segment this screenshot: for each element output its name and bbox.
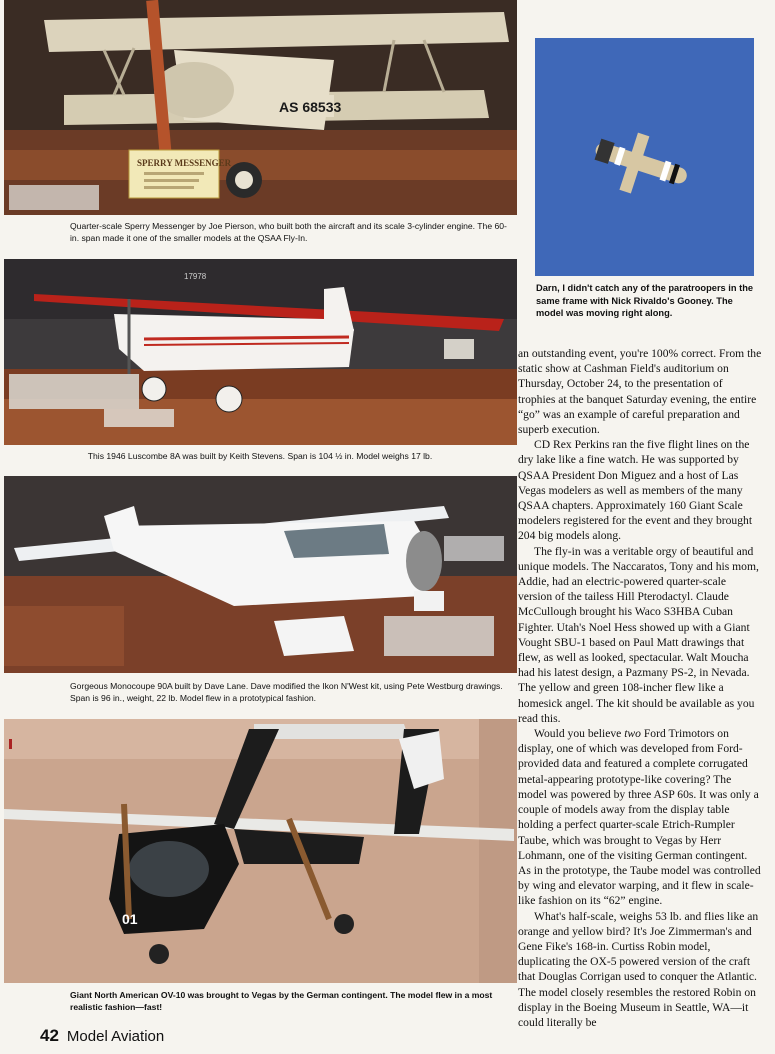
photo-ov10 (4, 719, 517, 983)
luscombe-tail-number-text: 17978 (184, 272, 207, 281)
page-footer (40, 1026, 164, 1046)
luscombe-image (4, 259, 517, 445)
page-number: 42 (40, 1026, 59, 1045)
article-text-span: Ford Trimotors on display, one of which was developed from Ford-provided data and featured a complete corrugated metal-appearing prototype-like covering? The model was powered by three ASP 60s. It was only a couple of models away from the display table holding a perfect quarter-scale Etrich-Rumpler Taube, which was brought to Vegas by Herr Lohmann, one of the visiting German contingent. As in the prototype, the Taube model was controlled by wing and elevator warping, and it flew in scale-like fashion on its “62” engine. (518, 727, 761, 908)
caption-luscombe: This 1946 Luscombe 8A was built by Keith Stevens. Span is 104 ½ in. Model weighs 17 lb. (87, 451, 433, 461)
monocoupe-image (4, 476, 517, 673)
caption-ov10: Giant North American OV-10 was brought to Vegas by the German contingent. The model flew in a most realistic fashion—fast! (70, 990, 493, 1012)
caption-monocoupe: Gorgeous Monocoupe 90A built by Dave Lane. Dave modified the Ikon N'West kit, using Pete Westburg drawings. Span is 96 in., weight, 22 lb. Model flew in a prototypical fashion. (70, 681, 503, 703)
article-paragraph (518, 726, 762, 908)
photo-sperry-messenger (4, 0, 517, 215)
sperry-placard-text: SPERRY MESSENGER (137, 158, 232, 168)
ov10-image (4, 719, 517, 983)
article-paragraph: CD Rex Perkins ran the five flight lines on the dry lake like a fine watch. He was supported by QSAA President Don Miguez and a host of Las Vegas modelers as well as members of the many QSAA chapters. Approximately 160 Giant Scale modelers registered for the event and they brought 204 big models along. (518, 438, 753, 543)
article-paragraph: an outstanding event, you're 100% correct. From the static show at Cashman Field's auditorium on Thursday, October 24, to the presentation of trophies at the banquet Saturday evening, the entire “go” was an example of careful preparation and superb execution. (518, 347, 762, 437)
article-emphasis: two (624, 727, 641, 741)
ov10-nose-number-text: 01 (122, 911, 138, 927)
sperry-messenger-image (4, 0, 517, 215)
article-body (518, 346, 762, 1030)
caption-sperry: Quarter-scale Sperry Messenger by Joe Pierson, who built both the aircraft and its scale 3-cylinder engine. The 60-in. span made it one of the smaller models at the QSAA Fly-In. (70, 221, 507, 243)
photo-luscombe (4, 259, 517, 445)
caption-gooney: Darn, I didn't catch any of the paratroopers in the same frame with Nick Rivaldo's Gooney. The model was moving right along. (536, 283, 754, 318)
photo-monocoupe (4, 476, 517, 673)
gooney-image (535, 38, 754, 276)
photo-gooney (535, 38, 754, 276)
article-paragraph: The fly-in was a veritable orgy of beautiful and unique models. The Naccaratos, Tony and his mom, Addie, had an electric-powered quarter-scale version of the tailess Hill Pterodactyl. Claude McCullough brought his Waco S3HBA Cuban Fighter. Utah's Noel Hess showed up with a Giant Vought SBU-1 based on Paul Matt drawings that flew, as well as looked, spectacular. Walt Moucha had his latest design, a Pazmany PS-2, in Nevada. The yellow and green 108-incher flew like a homesick angel. The kit should be available as you read this. (518, 544, 759, 725)
magazine-name: Model Aviation (66, 1028, 165, 1045)
article-paragraph: What's half-scale, weighs 53 lb. and flies like an orange and yellow bird? It's Joe Zimmerman's and Gene Fike's 168-in. Curtiss Robin model, duplicating the OX-5 powered version of the craft that Douglas Corrigan used to conquer the Atlantic. The model closely resembles the restored Robin on display in the Boeing Museum in Seattle, WA—it could literally be (518, 909, 759, 1029)
article-text-span: Would you believe (534, 727, 625, 741)
sperry-registration-text: AS 68533 (279, 99, 342, 115)
